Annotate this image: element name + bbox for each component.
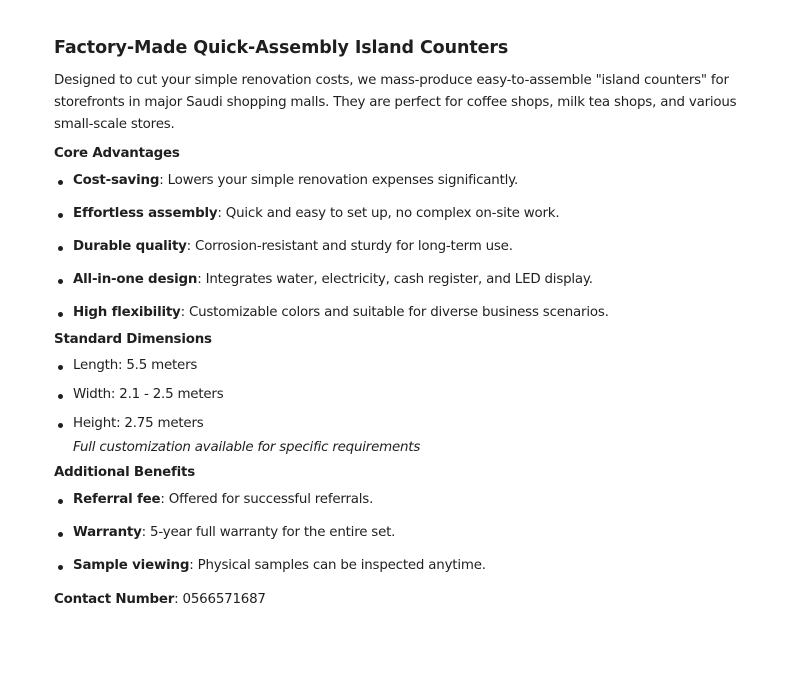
list-item bbox=[54, 204, 770, 224]
item-text: : Quick and easy to set up, no complex on-site work. bbox=[217, 206, 560, 221]
list-item bbox=[54, 237, 770, 257]
item-text: : Customizable colors and suitable for diverse business scenarios. bbox=[180, 305, 609, 320]
list-item bbox=[54, 270, 770, 290]
standard-dimensions-heading: Standard Dimensions bbox=[54, 332, 212, 347]
customization-note: Full customization available for specific requirements bbox=[73, 440, 421, 455]
item-label: All-in-one design bbox=[73, 272, 198, 287]
contact-line bbox=[54, 589, 770, 611]
item-label: High flexibility bbox=[73, 305, 181, 320]
item-text: : Lowers your simple renovation expenses significantly. bbox=[159, 173, 519, 188]
dimensions-list bbox=[54, 356, 770, 458]
additional-benefits-heading: Additional Benefits bbox=[54, 465, 196, 480]
list-item bbox=[54, 171, 770, 191]
core-advantages-heading: Core Advantages bbox=[54, 146, 180, 161]
item-text: : Integrates water, electricity, cash register, and LED display. bbox=[197, 272, 593, 287]
list-item bbox=[54, 303, 770, 323]
item-text: : Corrosion-resistant and sturdy for long-term use. bbox=[186, 239, 513, 254]
list-item bbox=[54, 490, 770, 510]
item-text: : Physical samples can be inspected anytime. bbox=[189, 558, 486, 573]
list-item bbox=[54, 523, 770, 543]
item-text: Height: 2.75 meters bbox=[73, 416, 204, 431]
item-label: Referral fee bbox=[73, 492, 161, 507]
item-label: Sample viewing bbox=[73, 558, 190, 573]
contact-number: : 0566571687 bbox=[174, 592, 266, 607]
list-item bbox=[54, 414, 770, 458]
benefits-list bbox=[54, 490, 770, 576]
item-label: Durable quality bbox=[73, 239, 187, 254]
page-title: Factory-Made Quick-Assembly Island Counters bbox=[54, 38, 509, 58]
list-item: Width: 2.1 - 2.5 meters bbox=[54, 385, 770, 405]
list-item: Length: 5.5 meters bbox=[54, 356, 770, 376]
item-label: Effortless assembly bbox=[73, 206, 218, 221]
core-advantages-list bbox=[54, 171, 770, 323]
intro-paragraph: Designed to cut your simple renovation costs, we mass-produce easy-to-assemble "island counters" for storefronts in major Saudi shopping malls. They are perfect for coffee shops, milk tea shops, and various small-scale stores. bbox=[54, 73, 737, 132]
contact-label: Contact Number bbox=[54, 592, 175, 607]
item-text: : Offered for successful referrals. bbox=[160, 492, 374, 507]
item-label: Cost-saving bbox=[73, 173, 160, 188]
item-label: Warranty bbox=[73, 525, 142, 540]
item-text: : 5-year full warranty for the entire set. bbox=[141, 525, 396, 540]
list-item bbox=[54, 556, 770, 576]
